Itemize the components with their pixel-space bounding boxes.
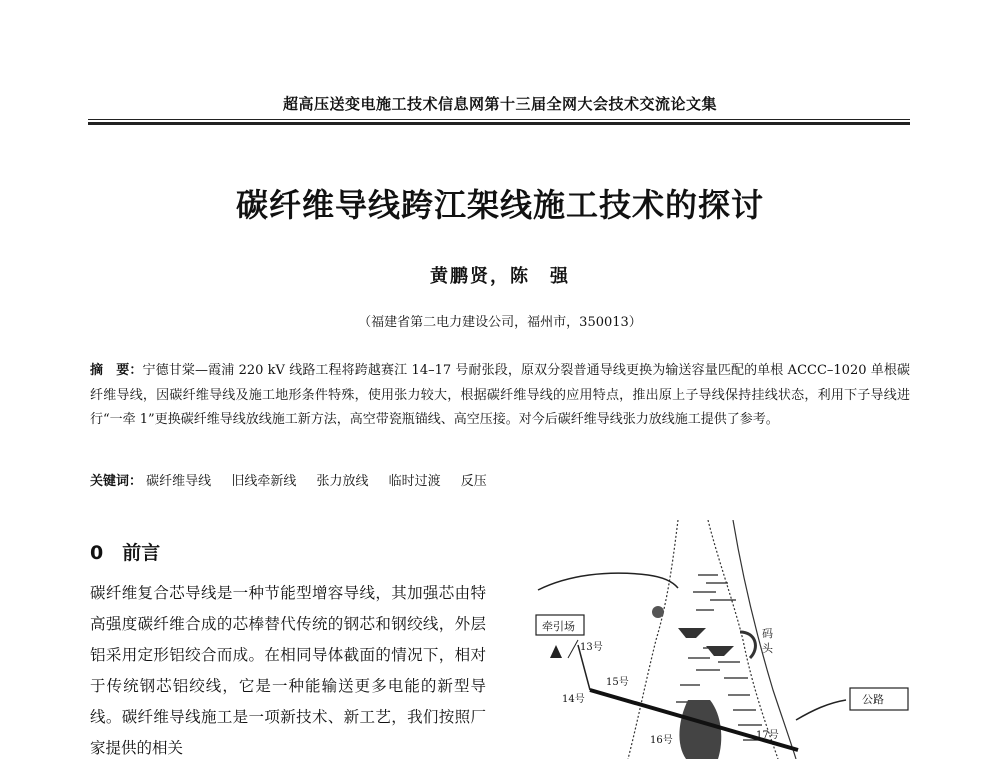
tower-16-label: 16号 — [650, 735, 673, 746]
tower-17-label: 17号 — [756, 730, 779, 741]
pull-site-line — [568, 640, 578, 658]
affiliation: （福建省第二电力建设公司，福州市，350013） — [358, 315, 642, 330]
abstract-label: 摘 要： — [90, 363, 143, 378]
tower-13-label: 13号 — [580, 642, 603, 653]
keyword: 反压 — [460, 474, 487, 489]
boat-shape — [706, 646, 734, 656]
crossing-site-map — [528, 520, 918, 759]
road-left — [538, 573, 678, 590]
header-rule-thick — [88, 122, 910, 125]
pier-label: 码 — [762, 627, 773, 640]
keyword: 临时过渡 — [388, 474, 441, 489]
keyword: 张力放线 — [316, 474, 369, 489]
keywords — [90, 470, 910, 489]
tower-15-label: 15号 — [606, 677, 629, 688]
keywords-label: 关键词： — [90, 474, 143, 489]
section-body: 碳纤维复合芯导线是一种节能型增容导线，其加强芯由特高强度碳纤维合成的芯棒替代传统的钢芯和钢绞线，外层铝采用定形铝绞合而成。在相同导体截面的情况下，相对于传统钢芯铝绞线，它是一种能输送更多电能的新型导线。碳纤维导线施工是一项新技术、新工艺，我们按照厂家提供的相关 — [90, 584, 486, 757]
authors: 黄鹏贤，陈 强 — [430, 266, 570, 287]
keyword: 旧线牵新线 — [231, 474, 297, 489]
pull-site-label: 牵引场 — [542, 620, 575, 633]
pull-site-flag — [550, 645, 562, 658]
road-label: 公路 — [862, 693, 884, 706]
section-heading: 0 前言 — [90, 542, 161, 564]
keyword: 碳纤维导线 — [146, 474, 212, 489]
header-rule-thin — [88, 119, 910, 120]
abstract — [90, 359, 910, 433]
proceedings-header: 超高压送变电施工技术信息网第十三届全网大会技术交流论文集 — [282, 95, 717, 113]
landmark-dot — [652, 606, 664, 618]
paper-title: 碳纤维导线跨江架线施工技术的探讨 — [235, 186, 764, 224]
road-right — [796, 700, 846, 720]
boat-shape — [678, 628, 706, 638]
pier-label: 头 — [762, 642, 773, 655]
tower-14-label: 14号 — [562, 694, 585, 705]
abstract-text: 宁德甘棠—霞浦 220 kV 线路工程将跨越赛江 14–17 号耐张段，原双分裂普通导线更换为输送容量匹配的单根 ACCC–1020 单根碳纤维导线，因碳纤维导线及施工地形条件特殊，使用张力较大，根据碳纤维导线的应用特点，推出原上子导线保持挂线状态，利用下子导线进行“一牵 1”更换碳纤维导线放线施工新方法，高空带瓷瓶锚线、高空压接。对今后碳纤维导线张力放线施工提供了参考。 — [90, 363, 910, 427]
river-bank-left — [628, 520, 678, 759]
island-shape — [679, 700, 721, 759]
